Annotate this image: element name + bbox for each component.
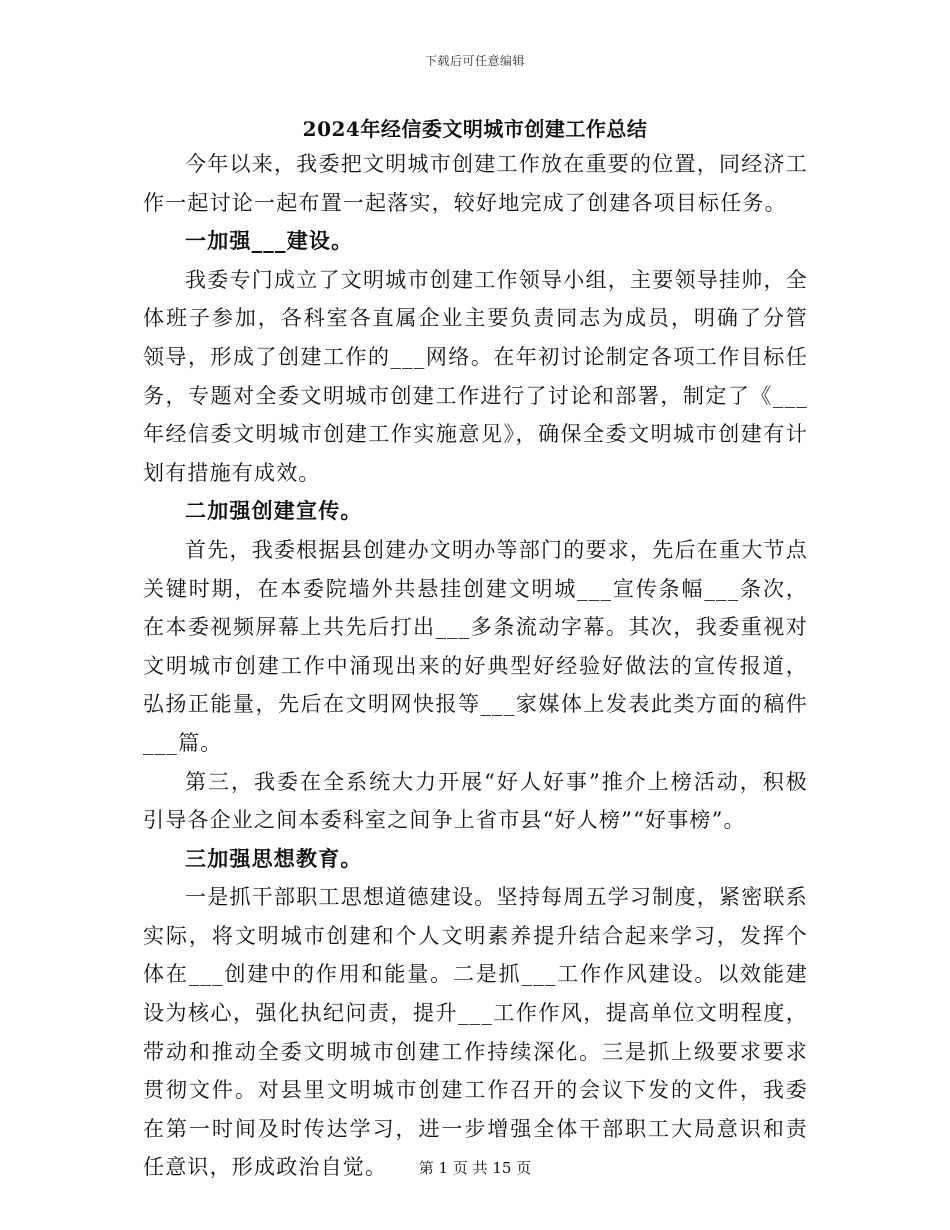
intro-paragraph: 今年以来，我委把文明城市创建工作放在重要的位置，同经济工作一起讨论一起布置一起落实，较好地完成了创建各项目标任务。 xyxy=(143,152,808,215)
page-number: 第 1 页 共 15 页 xyxy=(418,1159,532,1177)
body-paragraph: 一是抓干部职工思想道德建设。坚持每周五学习制度，紧密联系实际，将文明城市创建和个人文明素养提升结合起来学习，发挥个体在___创建中的作用和能量。二是抓___工作作风建设。以效能建设为核心，强化执纪问责，提升___工作作风，提高单位文明程度，带动和推动全委文明城市创建工作持续深化。三是抓上级要求要求贯彻文件。对县里文明城市创建工作召开的会议下发的文件，我委在第一时间及时传达学习，进一步增强全体干部职工大局意识和责任意识，形成政治自觉。 xyxy=(143,885,808,1180)
document-title: 2024年经信委文明城市创建工作总结 xyxy=(302,117,648,141)
body-paragraph: 我委专门成立了文明城市创建工作领导小组，主要领导挂帅，全体班子参加，各科室各直属企业主要负责同志为成员，明确了分管领导，形成了创建工作的___网络。在年初讨论制定各项工作目标任务，专题对全委文明城市创建工作进行了讨论和部署，制定了《___年经信委文明城市创建工作实施意见》，确保全委文明城市创建有计划有措施有成效。 xyxy=(143,267,808,485)
section-heading-1: 一加强___建设。 xyxy=(185,228,354,254)
body-paragraph: 第三，我委在全系统大力开展“好人好事”推介上榜活动，积极引导各企业之间本委科室之间争上省市县“好人榜”“好事榜”。 xyxy=(143,769,808,833)
document-body xyxy=(143,145,808,1187)
header-note: 下载后可任意编辑 xyxy=(424,54,525,68)
section-heading-2: 二加强创建宣传。 xyxy=(185,498,363,524)
body-paragraph: 首先，我委根据县创建办文明办等部门的要求，先后在重大节点关键时期，在本委院墙外共悬挂创建文明城___宣传条幅___条次，在本委视频屏幕上共先后打出___多条流动字幕。其次，我委重视对文明城市创建工作中涌现出来的好典型好经验好做法的宣传报道，弘扬正能量，先后在文明网快报等___家媒体上发表此类方面的稿件___篇。 xyxy=(143,537,808,755)
section-heading-3: 三加强思想教育。 xyxy=(185,845,363,871)
